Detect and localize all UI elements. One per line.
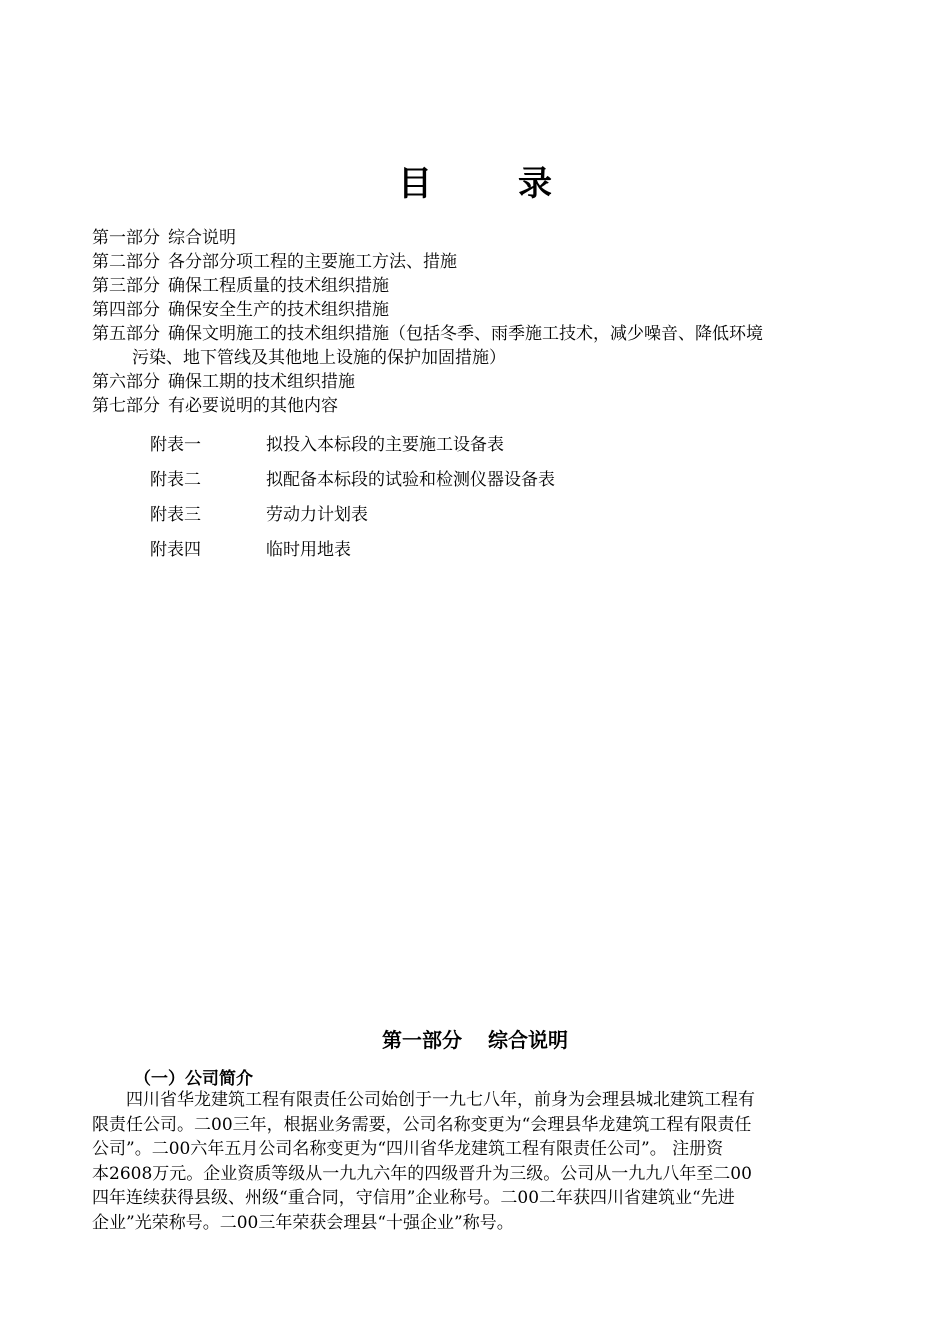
appendix-entry bbox=[150, 467, 555, 502]
part-heading-label: 第一部分 bbox=[382, 1028, 462, 1052]
toc-title bbox=[0, 156, 950, 205]
toc-entry-label: 第六部分 bbox=[92, 372, 160, 392]
toc-entry bbox=[92, 322, 872, 370]
appendix-list bbox=[150, 432, 555, 572]
toc-entry-label: 第二部分 bbox=[92, 252, 160, 272]
paragraph-line: 本2608万元。企业资质等级从一九九六年的四级晋升为三级。公司从一九九八年至二00 bbox=[92, 1163, 752, 1184]
toc-entry-label: 第五部分 bbox=[92, 324, 160, 344]
company-intro-paragraph bbox=[92, 1088, 852, 1235]
toc-entry-continuation: 污染、地下管线及其他地上设施的保护加固措施） bbox=[132, 348, 506, 368]
appendix-text: 拟配备本标段的试验和检测仪器设备表 bbox=[266, 470, 555, 490]
appendix-label: 附表一 bbox=[150, 435, 201, 455]
toc-entry-text: 确保工程质量的技术组织措施 bbox=[168, 276, 389, 296]
toc-entry-label: 第一部分 bbox=[92, 228, 160, 248]
appendix-text: 临时用地表 bbox=[266, 540, 351, 560]
toc-entry-label: 第七部分 bbox=[92, 396, 160, 416]
part-heading bbox=[0, 1024, 950, 1053]
toc-entry-text: 确保安全生产的技术组织措施 bbox=[168, 300, 389, 320]
toc-entry-text: 各分部分项工程的主要施工方法、措施 bbox=[168, 252, 457, 272]
appendix-text: 拟投入本标段的主要施工设备表 bbox=[266, 435, 504, 455]
appendix-entry bbox=[150, 537, 555, 572]
table-of-contents bbox=[92, 226, 872, 418]
toc-entry-text: 确保文明施工的技术组织措施（包括冬季、雨季施工技术，减少噪音、降低环境 bbox=[168, 324, 763, 344]
paragraph-line: 企业”光荣称号。二00三年荣获会理县“十强企业”称号。 bbox=[92, 1212, 514, 1233]
appendix-text: 劳动力计划表 bbox=[266, 505, 368, 525]
toc-entry bbox=[92, 394, 872, 418]
toc-title-left: 目 bbox=[398, 164, 432, 204]
toc-entry-label: 第三部分 bbox=[92, 276, 160, 296]
toc-entry-text: 确保工期的技术组织措施 bbox=[168, 372, 355, 392]
toc-entry bbox=[92, 298, 872, 322]
part-heading-title: 综合说明 bbox=[488, 1028, 568, 1052]
toc-entry bbox=[92, 274, 872, 298]
toc-entry bbox=[92, 226, 872, 250]
paragraph-line: 公司”。二00六年五月公司名称变更为“四川省华龙建筑工程有限责任公司”。 注册资 bbox=[92, 1139, 724, 1159]
paragraph-line: 四川省华龙建筑工程有限责任公司始创于一九七八年，前身为会理县城北建筑工程有 bbox=[92, 1090, 755, 1110]
appendix-label: 附表二 bbox=[150, 470, 201, 490]
toc-entry-text: 有必要说明的其他内容 bbox=[168, 396, 338, 416]
toc-entry-text: 综合说明 bbox=[168, 228, 236, 248]
appendix-entry bbox=[150, 432, 555, 467]
appendix-label: 附表四 bbox=[150, 540, 201, 560]
toc-entry bbox=[92, 370, 872, 394]
section-subheading: （一）公司简介 bbox=[134, 1069, 253, 1089]
paragraph-line: 四年连续获得县级、州级“重合同，守信用”企业称号。二00二年获四川省建筑业“先进 bbox=[92, 1188, 735, 1208]
appendix-entry bbox=[150, 502, 555, 537]
toc-entry bbox=[92, 250, 872, 274]
toc-title-right: 录 bbox=[518, 164, 552, 204]
paragraph-line: 限责任公司。二00三年，根据业务需要，公司名称变更为“会理县华龙建筑工程有限责任 bbox=[92, 1114, 752, 1135]
appendix-label: 附表三 bbox=[150, 505, 201, 525]
toc-entry-label: 第四部分 bbox=[92, 300, 160, 320]
